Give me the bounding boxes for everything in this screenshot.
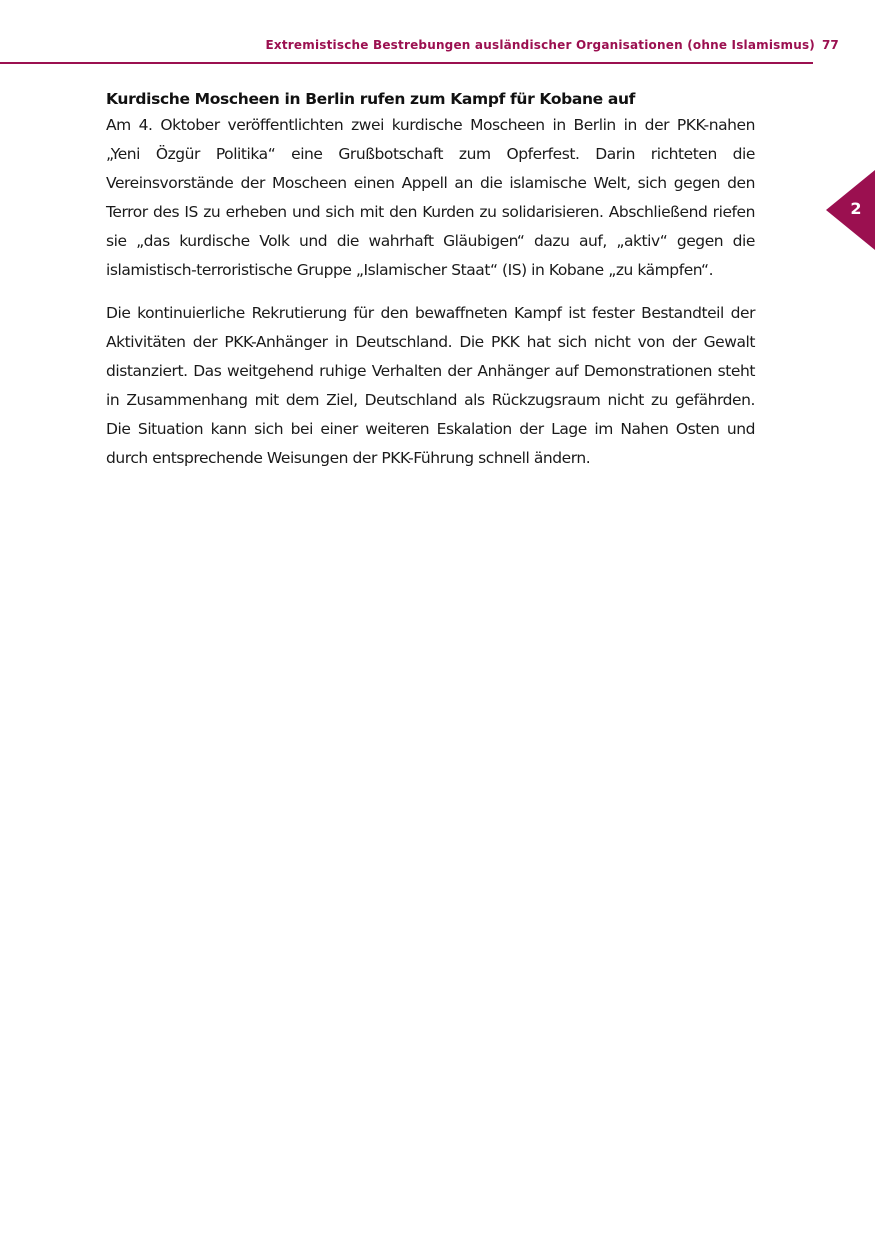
body-paragraph-1: Am 4. Oktober veröffentlichten zwei kurdische Moscheen in Berlin in der PKK-nahen „Yeni Özgür Politika“ eine Grußbotschaft zum Opferfest. Darin richteten die Vereinsvorstände der Moscheen einen Appell an die islamische Welt, sich gegen den Terror des IS zu erheben und sich mit den Kurden zu solidarisieren. Abschließend riefen sie „das kurdische Volk und die wahrhaft Gläubigen“ dazu auf, „aktiv“ gegen die islamistisch-terroristische Gruppe „Islamischer Staat“ (IS) in Kobane „zu kämpfen“.: [106, 116, 755, 279]
page-number: 77: [822, 38, 839, 52]
chapter-tab: [826, 170, 875, 250]
chapter-number: 2: [850, 199, 862, 218]
section-heading: Kurdische Moscheen in Berlin rufen zum Kampf für Kobane auf: [106, 90, 636, 108]
running-header-title: Extremistische Bestrebungen ausländischer Organisationen (ohne Islamismus): [265, 38, 815, 52]
body-paragraph-2: Die kontinuierliche Rekrutierung für den bewaffneten Kampf ist fester Bestandteil der Aktivitäten der PKK-Anhänger in Deutschland. Die PKK hat sich nicht von der Gewalt distanziert. Das weitgehend ruhige Verhalten der Anhänger auf Demonstrationen steht in Zusammenhang mit dem Ziel, Deutschland als Rückzugsraum nicht zu gefährden. Die Situation kann sich bei einer weiteren Eskalation der Lage im Nahen Osten und durch entsprechende Weisungen der PKK-Führung schnell ändern.: [106, 304, 755, 467]
header-rule: [0, 62, 813, 64]
main-content: [106, 86, 755, 473]
